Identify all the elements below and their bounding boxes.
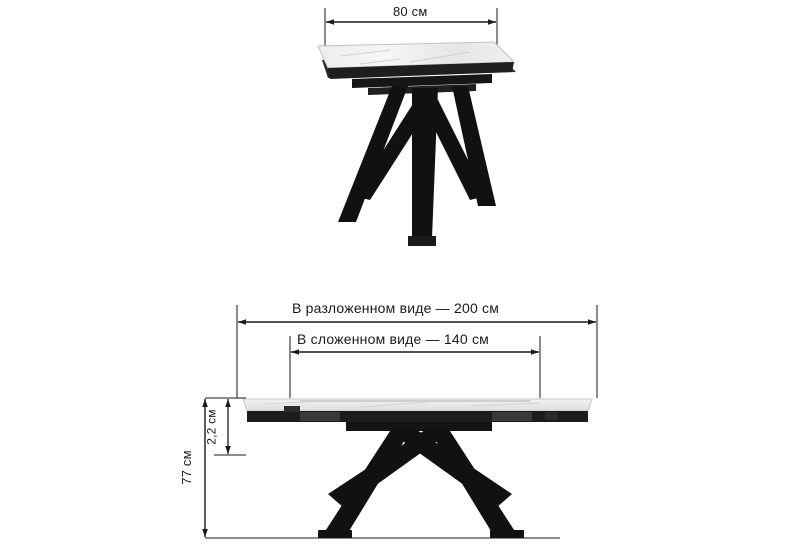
table-apron-side bbox=[346, 422, 492, 431]
side-view-thickness-dimension bbox=[214, 398, 246, 455]
table-top-surface-perspective bbox=[318, 42, 516, 79]
expanded-width-label: В разложенном виде — 200 см bbox=[292, 300, 500, 316]
table-legs-x-side bbox=[318, 428, 524, 538]
top-view-group bbox=[318, 8, 516, 246]
height-label: 77 см bbox=[178, 450, 194, 485]
table-legs-x-perspective bbox=[338, 86, 496, 246]
top-thickness-label: 2,2 см bbox=[204, 409, 219, 445]
folded-width-label: В сложенном виде — 140 см bbox=[297, 331, 489, 347]
top-view-width-label: 80 см bbox=[393, 4, 428, 19]
